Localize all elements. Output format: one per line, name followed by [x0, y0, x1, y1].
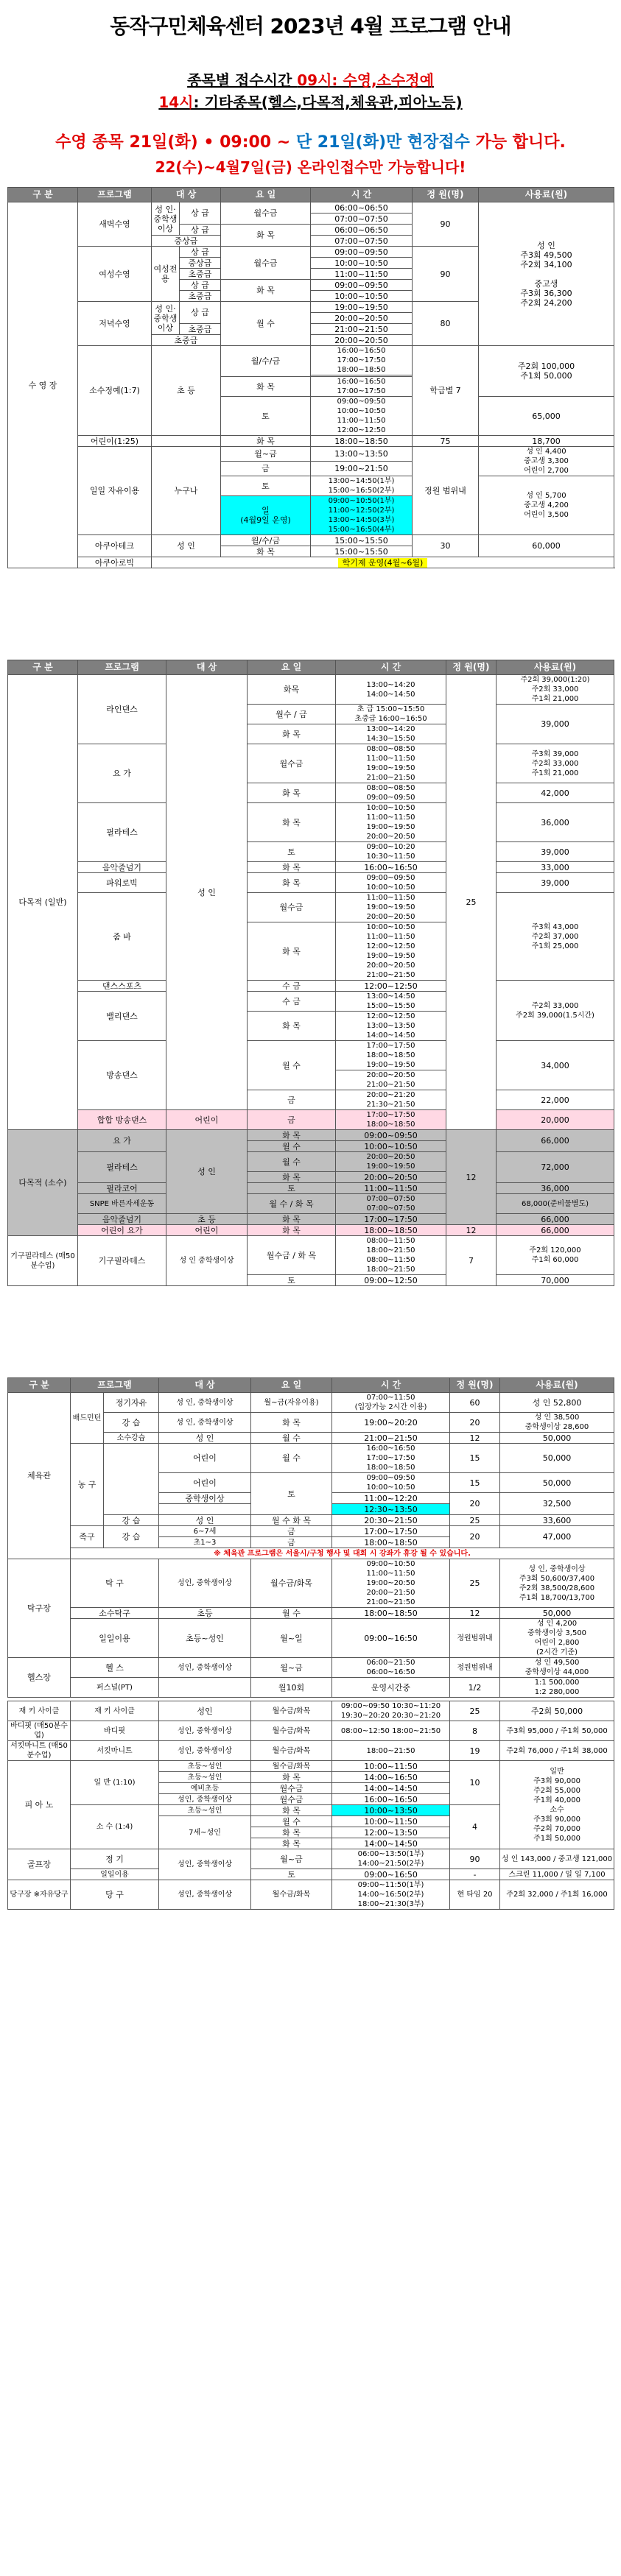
- day-tt: 화 목: [221, 225, 311, 247]
- page-header: [0, 0, 621, 187]
- fee-ilban1: 성 인 4,400 중고생 3,300 어린이 2,700: [479, 447, 614, 476]
- multi-table: 구 분 프로그램 대 상 요 일 시 간 정 원(명) 사용료(원) 다목적 (일반) 라인댄스 성 인 화목 13:00~14:20 14:00~14:50 25 주2회 39,000(1:20) 주2회 33,000 주1회 21,000 월수 / 금 초 급 15:00~15:50 초중급 16:00~16:50 39,000 화 목 13:00~14:20 14:30~15:50 요 가 월수금 08:00~08:50 11:00~11:50 19:00~19:50 21:00~21:50 주3회 39,000 주2회 33,000 주1회 21,000 화 목 08:00~08:50 09:00~09:50 42,000 필라테스 화 목 10:00~10:50 11:00~11:50 19:00~19:50 20:00~20:50 36,000 토 09:00~10:20 10:30~11:50 39,000 음악줄넘기 화 목 16:00~16:50 33,000 파워로빅 화 목 09:00~09:50 10:00~10:50 39,000 줌 바 월수금 11:00~11:50 19:00~19:50 20:00~20:50 주3회 43,000 주2회 37,000 주1회 25,000 화 목 10:00~10:50 11:00~11:50 12:00~12:50 19:00~19:50 20:00~20:50 21:00~21:50 댄스스포츠 수 금 12:00~12:50 주2회 33,000 주2회 39,000(1.5시간) 밸리댄스 수 금 13:00~14:50 15:00~15:50 화 목 12:00~12:50 13:00~13:50 14:00~14:50 방송댄스 월 수 17:00~17:50 18:00~18:50 19:00~19:50 34,000 20:00~20:50 21:00~21:50 금 20:00~21:20 21:30~21:50 22,000 합합 방송댄스 어린이 금 17:00~17:50 18:00~18:50 20,000 다목적 (소수) 요 가 성 인 화 목 09:00~09:50 12 66,000 월 수 10:00~10:50 필라테스 월 수 20:00~20:50 19:00~19:50 72,000 화 목 20:00~20:50 필라코어 토 11:00~11:50 36,000 SNPE 바른자세운동 월 수 / 화 목 07:00~07:50 07:00~07:50 68,000(준비물별도) 음악줄넘기 초 등 화 목 17:00~17:50 66,000 어린이 요가 어린이 화 목 18:00~18:50 12 66,000 기구필라테스 (매50분수업) 기구필라테스 성 인 중학생이상 월수금 / 화 목 08:00~11:50 18:00~21:50 08:00~11:50 18:00~21:50 7 주2회 120,000 주1회 60,000 토 09:00~12:50 70,000: [7, 660, 614, 1286]
- program-music: 음악줄넘기: [78, 862, 166, 873]
- time: 09:00~10:50(1부) 11:00~12:50(2부) 13:00~14:50(3부) 15:00~16:50(4부): [311, 496, 413, 535]
- time: 07:00~07:50: [311, 236, 413, 247]
- level-sang: 상 급: [180, 247, 221, 258]
- level-chojung: 초중급: [180, 324, 221, 335]
- level-chojung: 초중급: [180, 269, 221, 280]
- swim-table: [7, 187, 614, 568]
- program-yeosung: 여성수영: [78, 247, 152, 302]
- swim-header-row: [8, 188, 614, 202]
- etc-table: 재 키 사이클 재 키 사이클 성인 월수금/화목 09:00~09:50 10:30~11:20 19:30~20:20 20:30~21:20 25 주2회 50,000 바디핏 (매50분수업) 바디핏 성인, 중학생이상 월수금/화목 08:00~12:50 18:00~21:50 8 주3회 95,000 / 주1회 50,000 서킷마니트 (매50분수업) 서킷마니트 성인, 중학생이상 월수금/화목 18:00~21:50 19 주2회 76,000 / 주1회 38,000 피 아 노 일 반 (1:10) 초등~성인 월수금/화목 10:00~11:50 10 일반 주3회 90,000 주2회 55,000 주1회 40,000 소수 주3회 90,000 주2회 70,000 주1회 50,000 초등~성인 화 목 14:00~16:50 예비초등 월수금 14:00~14:50 성인, 중학생이상 월수금 16:00~16:50 소 수 (1:4) 초등~성인 화 목 10:00~13:50 4 7세~성인 월 수 10:00~11:50 화 목 12:00~13:50 화 목 14:00~14:50 골프장 정 기 성인, 중학생이상 월~금 06:00~13:50(1부) 14:00~21:50(2부) 90 성 인 143,000 / 중고생 121,000 일일이용 토 09:00~16:50 - 스크린 11,000 / 일 일 7,100 당구장 ※자유당구 당 구 성인, 중학생이상 월수금/화목 09:00~11:50(1부) 14:00~16:50(2부) 18:00~21:30(3부) 현 타임 20 주2회 32,000 / 주1회 16,000: [7, 1701, 614, 1910]
- level-sang: 상 급: [180, 202, 221, 225]
- level-sang: 상 급: [180, 280, 221, 291]
- day-tt: 화 목: [221, 280, 311, 302]
- target-adult: 성 인: [166, 675, 248, 1110]
- program-eorini: 어린이(1:25): [78, 436, 152, 447]
- capacity: 30: [413, 535, 479, 557]
- program-aqua: 아쿠아테크: [78, 535, 152, 557]
- time: 06:00~06:50: [311, 225, 413, 236]
- time: 10:00~10:50: [311, 258, 413, 269]
- time: 15:00~15:50: [311, 546, 413, 557]
- multi-section2: 다목적 (소수): [8, 1130, 78, 1236]
- header-category: 구 분: [8, 188, 78, 202]
- gym-note: ※ 체육관 프로그램은 서울시/구청 행사 및 대회 시 강좌가 휴강 될 수 있습니다.: [71, 1548, 614, 1559]
- time: 19:00~21:50: [311, 462, 413, 476]
- program-yoga: 요 가: [78, 744, 166, 803]
- capacity: 90: [413, 247, 479, 302]
- reception-line-1: 종목별 접수시간 09시: 수영,소수정예: [187, 71, 434, 89]
- level-jungsang: 중상급: [180, 258, 221, 269]
- program-aquarobic: 아쿠아로빅: [78, 557, 152, 568]
- target-adult: 성 인·중학생이상: [152, 302, 180, 335]
- multi-section3: 기구필라테스 (매50분수업): [8, 1236, 78, 1286]
- online-notice: 22(수)~4월7일(금) 온라인접수만 가능합니다!: [155, 158, 466, 176]
- gym-section: 체육관: [8, 1393, 71, 1559]
- program-jeonyuk: 저녁수영: [78, 302, 152, 346]
- day-tt: 화 목: [221, 377, 311, 397]
- program-hiphop: 합합 방송댄스: [78, 1110, 166, 1130]
- time: 06:00~06:50: [311, 202, 413, 214]
- header-program: 프로그램: [78, 188, 152, 202]
- target-adult: 성 인: [152, 535, 221, 557]
- day-mwf: 월/수/금: [221, 346, 311, 377]
- capacity: 25: [446, 675, 497, 1130]
- day-mwf: 월~금: [221, 447, 311, 462]
- target-elem: 초 등: [152, 346, 221, 436]
- program-belly: 밸리댄스: [78, 992, 166, 1041]
- day-mwf: 월수금: [221, 202, 311, 225]
- day-sun: 일 (4월9일 운영): [221, 496, 311, 535]
- page-title: 동작구민체육센터 2023년 4월 프로그램 안내: [110, 14, 511, 38]
- header-day: 요 일: [221, 188, 311, 202]
- time: 15:00~15:50: [311, 535, 413, 546]
- gym-table: 구 분 프로그램 대 상 요 일 시 간 정 원(명) 사용료(원) 체육관 배드민턴 정기자유 성 인, 중학생이상 월~금(자유이용) 07:00~11:50 (입장가능 2시간 이용) 60 성 인 52,800 강 습 성 인, 중학생이상 화 목 19:00~20:20 20 성 인 38,500 중학생이상 28,600 소수강습 성 인 월 수 21:00~21:50 12 50,000 농 구 어린이 월 수 16:00~16:50 17:00~17:50 18:00~18:50 15 50,000 어린이 토 09:00~09:50 10:00~10:50 15 50,000 중학생이상 11:00~12:20 20 32,500 12:30~13:50 강 습 성 인 월 수 화 목 20:30~21:50 25 33,600 족구 강 습 6~7세 금 17:00~17:50 20 47,000 초1~3 금 18:00~18:50 ※ 체육관 프로그램은 서울시/구청 행사 및 대회 시 강좌가 휴강 될 수 있습니다. 탁구장 탁 구 성인, 중학생이상 월수금/화목 09:00~10:50 11:00~11:50 19:00~20:50 20:00~21:50 21:00~21:50 25 성 인, 중학생이상 주3회 50,600/37,400 주2회 38,500/28,600 주1회 18,700/13,700 소수탁구 초등 월 수 18:00~18:50 12 50,000 일일이용 초등~성인 월~일 09:00~16:50 정원범위내 성 인 4,200 중학생이상 3,500 어린이 2,800 (2시간 기준) 헬스장 헬 스 성인, 중학생이상 월~금 06:00~21:50 06:00~16:50 정원범위내 성 인 49,500 중학생이상 44,000 퍼스널(PT) 월10회 운영시간중 1/2 1:1 500,000 1:2 280,000: [7, 1377, 614, 1698]
- day-tt: 화 목: [221, 546, 311, 557]
- fee-sosu: 주2회 100,000 주1회 50,000: [479, 346, 614, 397]
- time: 13:00~14:50(1부) 15:00~16:50(2부): [311, 476, 413, 496]
- capacity: 75: [413, 436, 479, 447]
- multi-section1: 다목적 (일반): [8, 675, 78, 1130]
- swim-section-label: 수 영 장: [8, 202, 78, 568]
- fee-ilban2: 성 인 5,700 중고생 4,200 어린이 3,500: [479, 476, 614, 535]
- day-mw: 월 수: [221, 302, 311, 346]
- day-sat: 토: [221, 397, 311, 436]
- level-sang: 상 급: [180, 225, 221, 236]
- header-capacity: 정 원(명): [413, 188, 479, 202]
- fee: 18,700: [479, 436, 614, 447]
- target-adult: 성 인·중학생이상: [152, 202, 180, 236]
- header-target: 대 상: [152, 188, 221, 202]
- program-line: 라인댄스: [78, 675, 166, 744]
- day-mwf: 월수금: [221, 247, 311, 280]
- level-chojung: 초중급: [152, 335, 221, 346]
- capacity: 90: [413, 202, 479, 247]
- aquarobic-note: 학기제 운영(4월~6월): [152, 557, 614, 568]
- time: 19:00~19:50: [311, 302, 413, 313]
- target-women: 여성전용: [152, 247, 180, 302]
- target-all: 누구나: [152, 447, 221, 535]
- time: 16:00~16:50 17:00~17:50: [311, 377, 413, 397]
- header-fee: 사용료(원): [479, 188, 614, 202]
- day-tt: 화 목: [221, 436, 311, 447]
- time: 09:00~09:50: [311, 280, 413, 291]
- program-power: 파워로빅: [78, 873, 166, 893]
- time: 21:00~21:50: [311, 324, 413, 335]
- header-time: 시 간: [311, 188, 413, 202]
- program-pilates: 필라테스: [78, 803, 166, 862]
- time: 10:00~10:50: [311, 291, 413, 302]
- day-mwf: 월/수/금: [221, 535, 311, 546]
- program-sosu: 소수정예(1:7): [78, 346, 152, 436]
- program-dance: 댄스스포츠: [78, 981, 166, 992]
- day-fri: 금: [221, 462, 311, 476]
- reception-line-2: 14시: 기타종목(헬스,다목적,체육관,피아노등): [158, 93, 463, 111]
- time: 13:00~13:50: [311, 447, 413, 462]
- fee: 60,000: [479, 535, 614, 557]
- program-ilban: 일일 자유이용: [78, 447, 152, 535]
- time: 18:00~18:50: [311, 436, 413, 447]
- level-chojung: 중상급: [152, 236, 221, 247]
- time: 20:00~20:50: [311, 313, 413, 324]
- level-sang: 상 급: [180, 302, 221, 324]
- program-saebyuk: 새벽수영: [78, 202, 152, 247]
- time: 07:00~07:50: [311, 214, 413, 225]
- time: 16:00~16:50 17:00~17:50 18:00~18:50: [311, 346, 413, 375]
- capacity: 80: [413, 302, 479, 346]
- level-chojung: 초중급: [180, 291, 221, 302]
- swim-notice: 수영 종목 21일(화) • 09:00 ~ 단 21일(화)만 현장접수 가능 합니다.: [55, 133, 566, 152]
- program-zumba: 줌 바: [78, 893, 166, 981]
- program-broadcast: 방송댄스: [78, 1041, 166, 1110]
- fee-sosu-sat: 65,000: [479, 397, 614, 436]
- time: 09:00~09:50 10:00~10:50 11:00~11:50 12:00~12:50: [311, 397, 413, 436]
- time: 20:00~20:50: [311, 335, 413, 346]
- time: 09:00~09:50: [311, 247, 413, 258]
- capacity: 학급별 7: [413, 346, 479, 436]
- capacity: 정원 범위내: [413, 447, 479, 535]
- fee-main: 성 인 주3회 49,500 주2회 34,100 중고생 주3회 36,300 주2회 24,200: [479, 202, 614, 346]
- time: 11:00~11:50: [311, 269, 413, 280]
- day-sat: 토: [221, 476, 311, 496]
